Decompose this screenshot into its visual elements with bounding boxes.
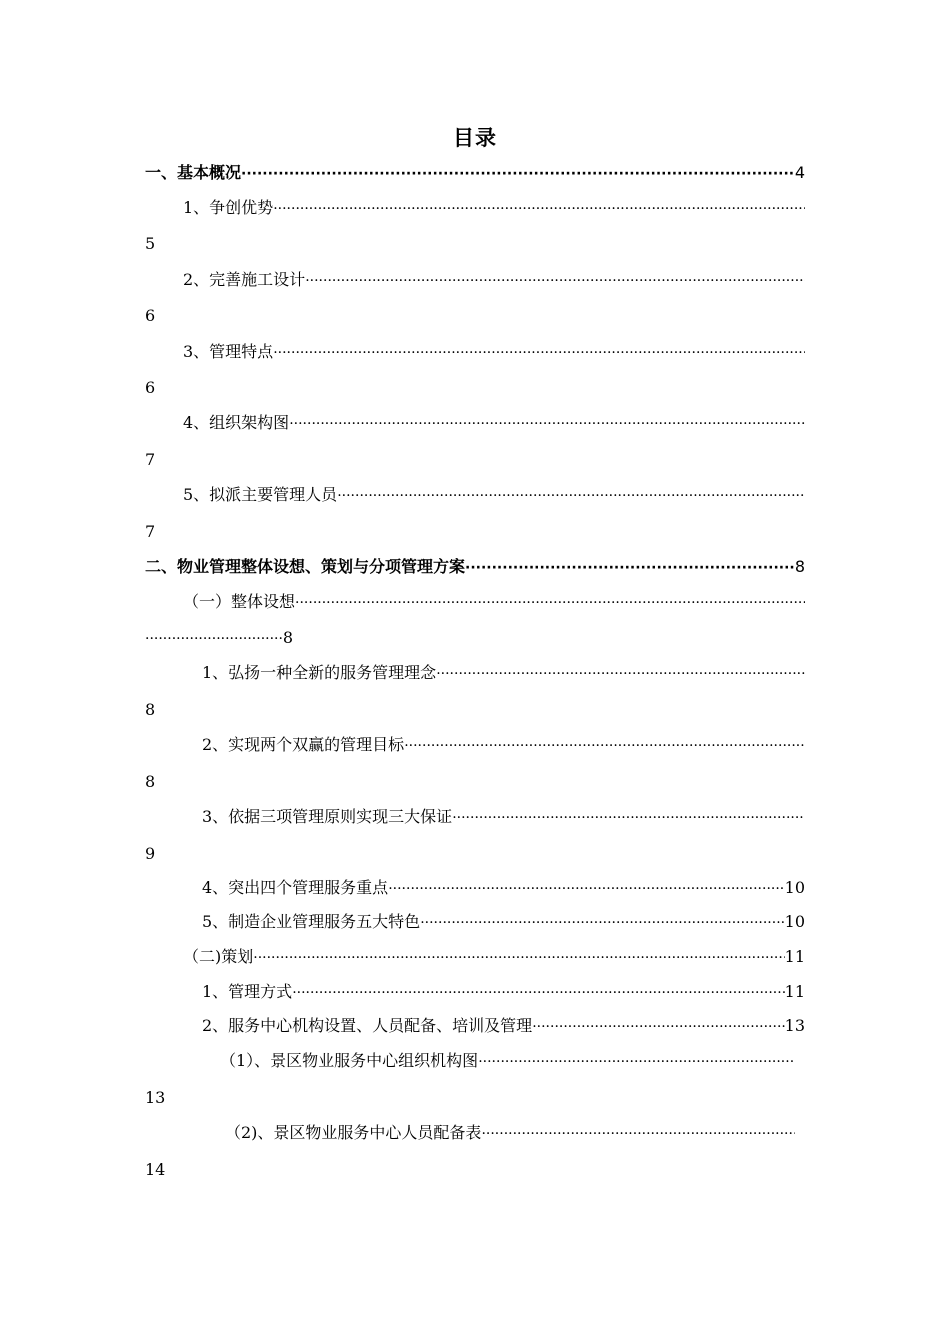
toc-entry	[183, 411, 805, 435]
toc-entry-page: 7	[145, 522, 156, 541]
toc-entry	[145, 555, 805, 579]
toc-entry	[183, 590, 805, 614]
toc-entry	[202, 876, 805, 900]
toc-entry-page: 6	[145, 378, 156, 397]
toc-entry-continuation	[145, 626, 293, 650]
toc-entry	[183, 340, 805, 364]
leader-dots	[420, 911, 784, 934]
leader-dots	[465, 556, 795, 579]
toc-entry-page: 10	[784, 878, 805, 897]
toc-entry-label: （一）整体设想	[183, 592, 296, 611]
toc-entry-label: 5、制造企业管理服务五大特色	[202, 912, 421, 931]
toc-entry-label: 2、完善施工设计	[183, 270, 306, 289]
toc-entry-label: （1）、景区物业服务中心组织机构图	[220, 1051, 479, 1070]
toc-entry	[220, 1049, 795, 1073]
leader-dots	[145, 627, 283, 650]
toc-entry-page: 7	[145, 450, 156, 469]
toc-entry-label: 2、实现两个双赢的管理目标	[202, 735, 405, 754]
toc-entry-label: 5、拟派主要管理人员	[183, 485, 338, 504]
toc-entry	[183, 945, 805, 969]
toc-entry-page: 14	[145, 1160, 166, 1179]
toc-entry-label: 一、基本概况	[145, 163, 242, 182]
toc-title: 目录	[453, 126, 497, 150]
toc-entry-page: 6	[145, 306, 156, 325]
leader-dots	[305, 269, 805, 292]
toc-entry-page: 8	[145, 772, 156, 791]
toc-entry-page: 4	[794, 163, 805, 182]
toc-entry-page: 8	[794, 557, 805, 576]
toc-entry	[183, 483, 805, 507]
toc-entry-label: 1、管理方式	[202, 982, 293, 1001]
leader-dots	[388, 877, 784, 900]
toc-entry-page: 5	[145, 234, 156, 253]
toc-entry-label: （2)、景区物业服务中心人员配备表	[225, 1123, 482, 1142]
leader-dots	[241, 162, 795, 185]
toc-entry	[202, 1014, 805, 1038]
toc-entry-page: 8	[145, 700, 156, 719]
leader-dots	[295, 591, 805, 614]
leader-dots	[273, 197, 805, 220]
toc-entry	[183, 196, 805, 220]
leader-dots	[292, 981, 784, 1004]
toc-entry	[183, 268, 805, 292]
toc-entry-page: 13	[145, 1088, 166, 1107]
leader-dots	[289, 412, 805, 435]
toc-entry-label: 3、管理特点	[183, 342, 274, 361]
toc-entry-page: 9	[145, 844, 156, 863]
toc-entry-label: 1、争创优势	[183, 198, 274, 217]
leader-dots	[532, 1015, 784, 1038]
leader-dots	[481, 1122, 795, 1145]
toc-entry-page: 11	[784, 982, 805, 1001]
toc-entry-label: 3、依据三项管理原则实现三大保证	[202, 807, 453, 826]
leader-dots	[273, 341, 805, 364]
toc-entry	[202, 661, 805, 685]
toc-entry-label: （二)策划	[183, 947, 254, 966]
toc-entry-label: 4、组织架构图	[183, 413, 290, 432]
toc-entry	[202, 733, 805, 757]
toc-entry-page: 13	[784, 1016, 805, 1035]
leader-dots	[436, 662, 805, 685]
leader-dots	[337, 484, 805, 507]
toc-entry	[225, 1121, 795, 1145]
toc-entry-label: 4、突出四个管理服务重点	[202, 878, 389, 897]
toc-entry-label: 1、弘扬一种全新的服务管理理念	[202, 663, 437, 682]
leader-dots	[253, 946, 784, 969]
toc-entry	[202, 980, 805, 1004]
toc-entry	[202, 805, 805, 829]
toc-entry	[202, 910, 805, 934]
toc-entry-label: 二、物业管理整体设想、策划与分项管理方案	[145, 557, 466, 576]
toc-entry-page: 10	[784, 912, 805, 931]
toc-entry-label: 2、服务中心机构设置、人员配备、培训及管理	[202, 1016, 533, 1035]
toc-entry-page: 8	[282, 628, 293, 647]
leader-dots	[404, 734, 805, 757]
toc-entry	[145, 161, 805, 185]
toc-entry-page: 11	[784, 947, 805, 966]
leader-dots	[452, 806, 805, 829]
leader-dots	[478, 1050, 795, 1073]
